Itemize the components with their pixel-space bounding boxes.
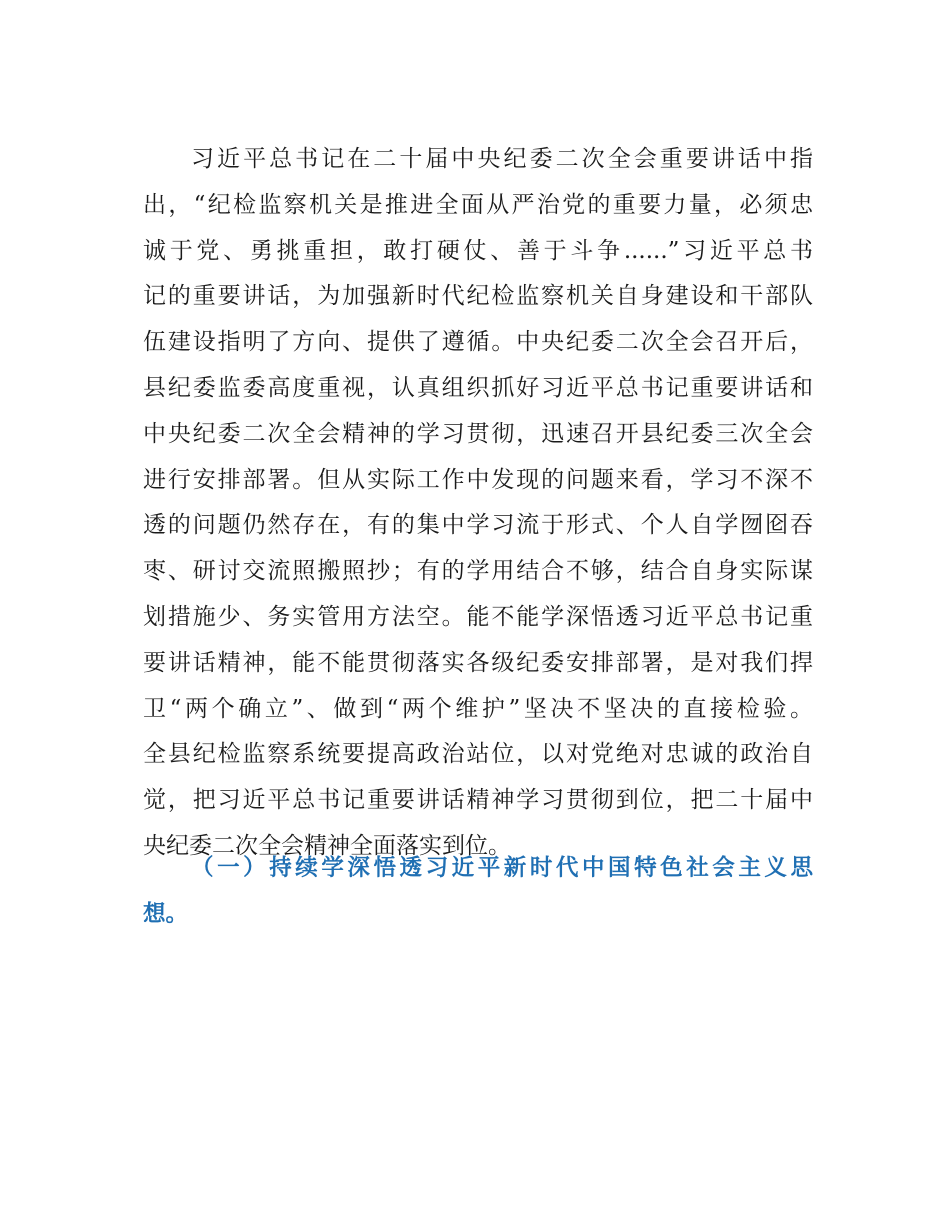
section-heading <box>143 846 813 938</box>
paragraph-line: 划措施少、务实管用方法空。能不能学深悟透习近平总书记重 <box>143 603 813 630</box>
heading-line: 想。 <box>143 900 189 927</box>
paragraph-line: 要讲话精神，能不能贯彻落实各级纪委安排部署，是对我们捍 <box>143 649 813 676</box>
paragraph-line: 记的重要讲话，为加强新时代纪检监察机关自身建设和干部队 <box>143 283 813 310</box>
paragraph-line: 枣、研讨交流照搬照抄；有的学用结合不够，结合自身实际谋 <box>143 558 813 585</box>
paragraph-line: 透的问题仍然存在，有的集中学习流于形式、个人自学囫囵吞 <box>143 512 813 539</box>
paragraph-line: 全县纪检监察系统要提高政治站位，以对党绝对忠诚的政治自 <box>143 741 813 768</box>
paragraph-line: 出，“纪检监察机关是推进全面从严治党的重要力量，必须忠 <box>143 191 813 218</box>
body-paragraph <box>143 137 813 870</box>
paragraph-line: 伍建设指明了方向、提供了遵循。中央纪委二次全会召开后， <box>143 329 813 356</box>
paragraph-line: 进行安排部署。但从实际工作中发现的问题来看，学习不深不 <box>143 466 813 493</box>
paragraph-line: 县纪委监委高度重视，认真组织抓好习近平总书记重要讲话和 <box>143 374 813 401</box>
heading-line: （一）持续学深悟透习近平新时代中国特色社会主义思 <box>191 855 813 881</box>
paragraph-line: 央纪委二次全会精神全面落实到位。 <box>143 832 511 859</box>
paragraph-line: 诚于党、勇挑重担，敢打硬仗、善于斗争......”习近平总书 <box>143 237 813 264</box>
paragraph-line: 觉，把习近平总书记重要讲话精神学习贯彻到位，把二十届中 <box>143 787 813 814</box>
paragraph-line: 中央纪委二次全会精神的学习贯彻，迅速召开县纪委三次全会 <box>143 420 813 447</box>
paragraph-line: 卫“两个确立”、做到“两个维护”坚决不坚决的直接检验。 <box>143 695 813 722</box>
paragraph-line: 习近平总书记在二十届中央纪委二次全会重要讲话中指 <box>191 146 813 172</box>
